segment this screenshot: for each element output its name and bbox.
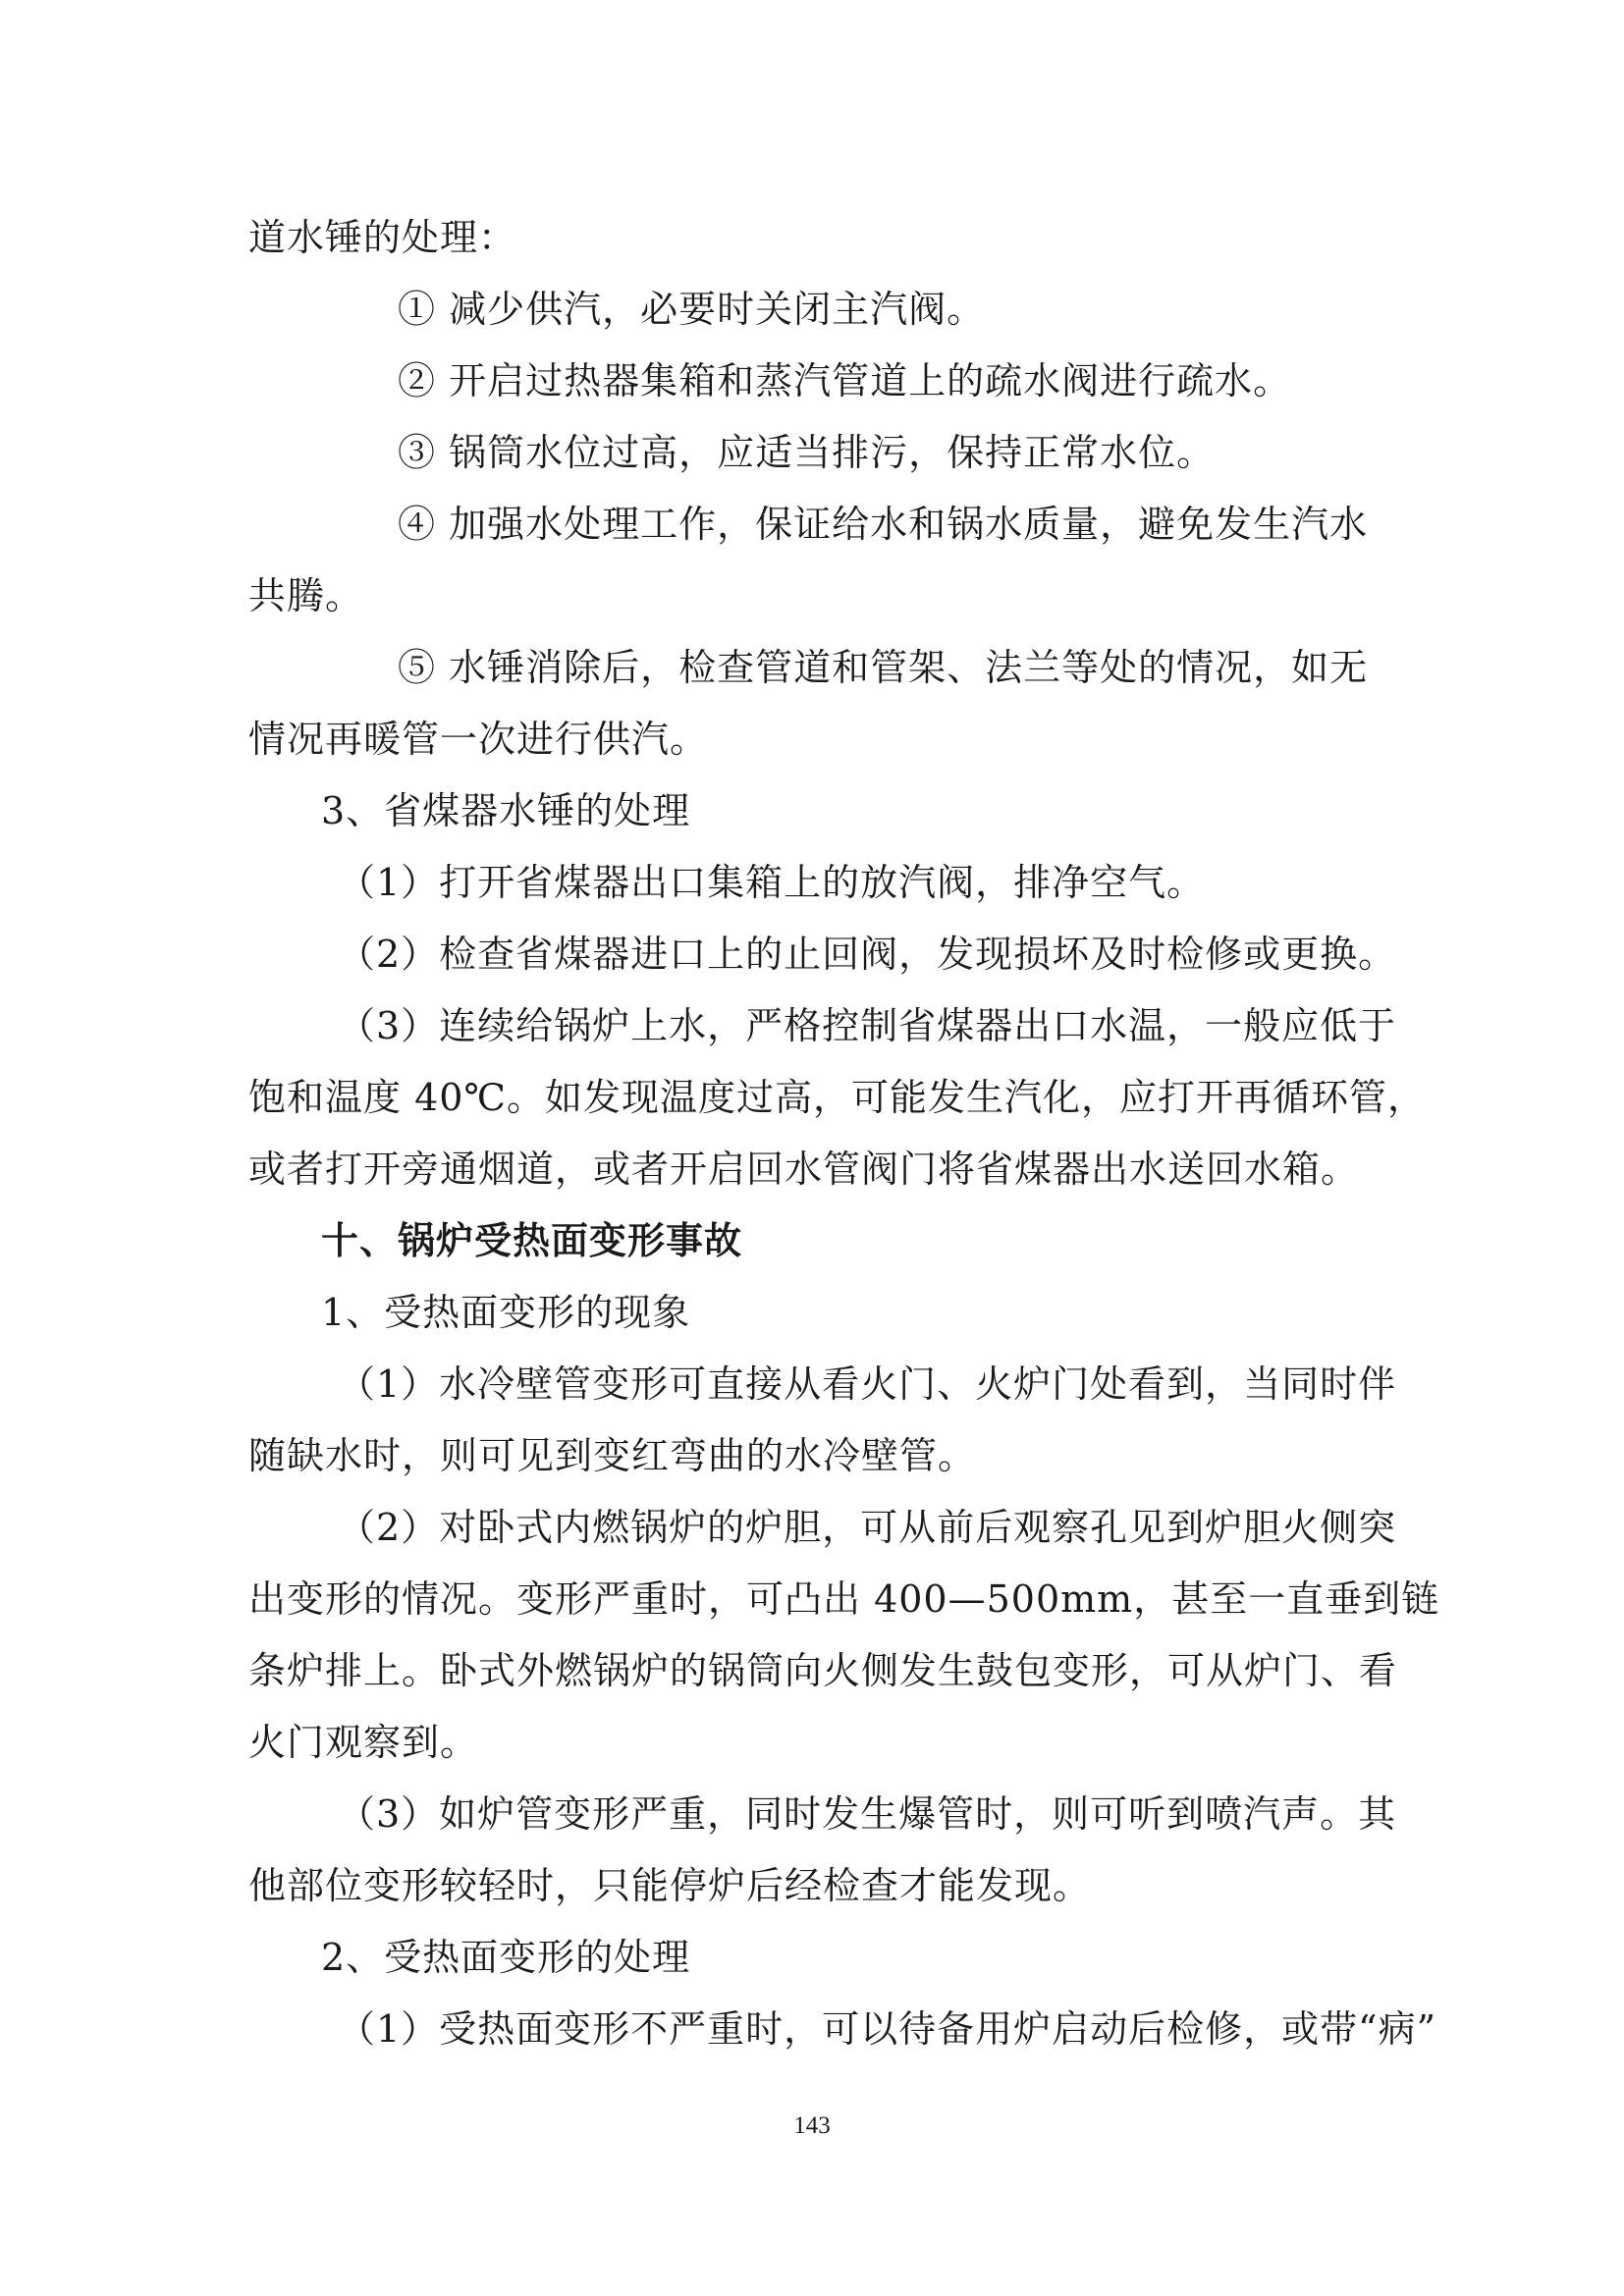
list-item: （3）连续给锅炉上水，严格控制省煤器出口水温，一般应低于 [338,1004,1397,1047]
list-item: （2）检查省煤器进口上的止回阀，发现损坏及时检修或更换。 [338,933,1397,976]
list-item: （1）受热面变形不严重时，可以待备用炉启动后检修，或带“病” [338,2007,1437,2051]
text-line: 情况再暖管一次进行供汽。 [248,718,709,761]
text-line: 随缺水时，则可见到变红弯曲的水冷壁管。 [248,1434,977,1477]
section-subheading: 1、受热面变形的现象 [321,1291,691,1334]
text-line: 道水锤的处理： [248,216,517,259]
text-line: 出变形的情况。变形严重时，可凸出 400—500mm，甚至一直垂到链 [248,1577,1440,1621]
section-subheading: 3、省煤器水锤的处理 [321,789,691,832]
page-number: 143 [793,2112,831,2139]
list-item: ④ 加强水处理工作，保证给水和锅水质量，避免发生汽水 [398,503,1369,546]
text-line: 饱和温度 40℃。如发现温度过高，可能发生汽化，应打开再循环管， [248,1076,1426,1119]
text-line: 或者打开旁通烟道，或者开启回水管阀门将省煤器出水送回水箱。 [248,1148,1360,1191]
text-line: 他部位变形较轻时，只能停炉后经检查才能发现。 [248,1864,1092,1907]
list-item: ② 开启过热器集箱和蒸汽管道上的疏水阀进行疏水。 [398,359,1292,402]
section-heading: 十、锅炉受热面变形事故 [321,1218,743,1262]
list-item: （1）水冷壁管变形可直接从看火门、火炉门处看到，当同时伴 [338,1362,1397,1406]
list-item: ③ 锅筒水位过高，应适当排污，保持正常水位。 [398,431,1216,474]
text-line: 共腾。 [248,574,364,617]
list-item: （2）对卧式内燃锅炉的炉胆，可从前后观察孔见到炉胆火侧突 [338,1506,1397,1549]
text-line: 条炉排上。卧式外燃锅炉的锅筒向火侧发生鼓包变形，可从炉门、看 [248,1649,1398,1692]
text-line: 火门观察到。 [248,1721,479,1764]
list-item: （3）如炉管变形严重，同时发生爆管时，则可听到喷汽声。其 [338,1792,1397,1836]
list-item: （1）打开省煤器出口集箱上的放汽阀，排净空气。 [338,861,1206,904]
list-item: ① 减少供汽，必要时关闭主汽阀。 [398,288,986,331]
section-subheading: 2、受热面变形的处理 [321,1936,691,1979]
list-item: ⑤ 水锤消除后，检查管道和管架、法兰等处的情况，如无 [398,646,1369,689]
